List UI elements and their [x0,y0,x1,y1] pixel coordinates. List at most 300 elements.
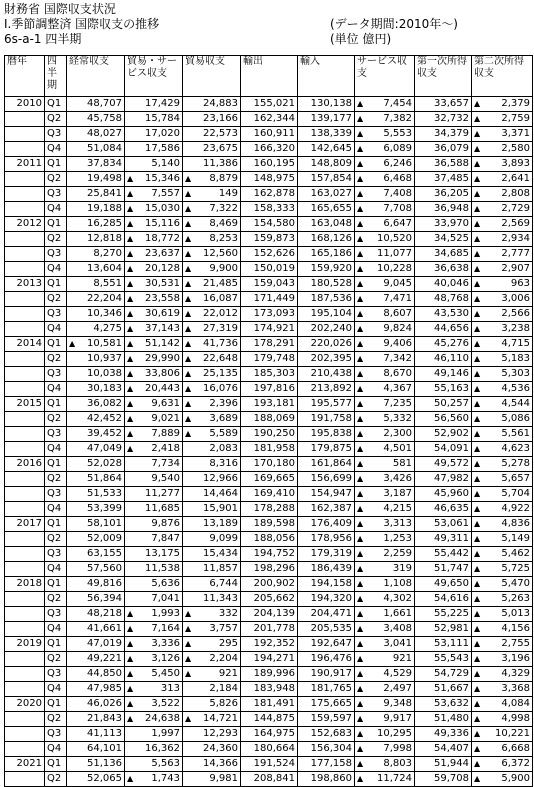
value-cell[interactable]: ▲ 3,336 [125,637,183,652]
value-cell[interactable]: 8,270 [67,247,125,262]
year-cell[interactable] [5,382,45,397]
quarter-cell[interactable]: Q4 [45,262,67,277]
quarter-cell[interactable]: Q2 [45,712,67,727]
value-cell[interactable]: ▲ 9,045 [355,277,415,292]
value-cell[interactable]: 55,442 [415,547,472,562]
value-cell[interactable]: 154,947 [298,487,355,502]
value-cell[interactable]: ▲ 3,522 [125,697,183,712]
value-cell[interactable]: 54,091 [415,442,472,457]
value-cell[interactable]: ▲ 7,322 [183,202,241,217]
value-cell[interactable]: 197,816 [241,382,298,397]
value-cell[interactable]: 2,184 [183,682,241,697]
value-cell[interactable]: 192,647 [298,637,355,652]
value-cell[interactable]: ▲ 4,715 [472,337,533,352]
value-cell[interactable]: ▲ 3,426 [355,472,415,487]
value-cell[interactable]: 138,339 [298,127,355,142]
value-cell[interactable]: ▲ 2,300 [355,427,415,442]
value-cell[interactable]: 186,439 [298,562,355,577]
value-cell[interactable]: ▲ 5,470 [472,577,533,592]
value-cell[interactable]: 44,656 [415,322,472,337]
year-cell[interactable] [5,622,45,637]
value-cell[interactable]: ▲ 3,126 [125,652,183,667]
column-header-year[interactable]: 暦年 [5,56,45,97]
value-cell[interactable]: ▲ 23,637 [125,247,183,262]
year-cell[interactable] [5,367,45,382]
year-cell[interactable] [5,502,45,517]
value-cell[interactable]: 37,485 [415,172,472,187]
value-cell[interactable]: 45,276 [415,337,472,352]
value-cell[interactable]: ▲ 9,348 [355,697,415,712]
year-cell[interactable]: 2013 [5,277,45,292]
value-cell[interactable]: ▲ 2,259 [355,547,415,562]
value-cell[interactable]: ▲ 8,469 [183,217,241,232]
value-cell[interactable]: 179,319 [298,547,355,562]
quarter-cell[interactable]: Q3 [45,487,67,502]
year-cell[interactable] [5,247,45,262]
column-header-exports[interactable]: 輸出 [241,56,298,97]
value-cell[interactable]: ▲ 7,708 [355,202,415,217]
value-cell[interactable]: 45,758 [67,112,125,127]
value-cell[interactable]: ▲ 6,246 [355,157,415,172]
value-cell[interactable]: ▲ 2,379 [472,97,533,112]
value-cell[interactable]: ▲ 16,087 [183,292,241,307]
value-cell[interactable]: ▲ 2,580 [472,142,533,157]
value-cell[interactable]: 17,429 [125,97,183,112]
value-cell[interactable]: 41,661 [67,622,125,637]
value-cell[interactable]: 5,826 [183,697,241,712]
quarter-cell[interactable]: Q3 [45,607,67,622]
value-cell[interactable]: 53,632 [415,697,472,712]
value-cell[interactable]: ▲ 4,084 [472,697,533,712]
value-cell[interactable]: 51,533 [67,487,125,502]
value-cell[interactable]: 162,344 [241,112,298,127]
year-cell[interactable] [5,742,45,757]
value-cell[interactable]: 180,664 [241,742,298,757]
value-cell[interactable]: ▲ 5,657 [472,472,533,487]
value-cell[interactable]: ▲ 23,558 [125,292,183,307]
value-cell[interactable]: 185,303 [241,367,298,382]
value-cell[interactable]: 166,320 [241,142,298,157]
value-cell[interactable]: 44,850 [67,667,125,682]
value-cell[interactable]: ▲ 15,030 [125,202,183,217]
value-cell[interactable]: 191,524 [241,757,298,772]
quarter-cell[interactable]: Q2 [45,772,67,787]
value-cell[interactable]: ▲ 25,135 [183,367,241,382]
value-cell[interactable]: 163,027 [298,187,355,202]
value-cell[interactable]: 168,126 [298,232,355,247]
value-cell[interactable]: ▲ 5,332 [355,412,415,427]
value-cell[interactable]: ▲ 5,589 [183,427,241,442]
value-cell[interactable]: 200,902 [241,577,298,592]
value-cell[interactable]: 8,316 [183,457,241,472]
year-cell[interactable] [5,262,45,277]
value-cell[interactable]: ▲ 4,367 [355,382,415,397]
value-cell[interactable]: ▲ 10,228 [355,262,415,277]
value-cell[interactable]: 178,291 [241,337,298,352]
value-cell[interactable]: 156,699 [298,472,355,487]
value-cell[interactable]: 159,043 [241,277,298,292]
value-cell[interactable]: 5,140 [125,157,183,172]
value-cell[interactable]: 174,921 [241,322,298,337]
value-cell[interactable]: 5,563 [125,757,183,772]
value-cell[interactable]: 159,920 [298,262,355,277]
value-cell[interactable]: 52,065 [67,772,125,787]
value-cell[interactable]: ▲ 2,759 [472,112,533,127]
value-cell[interactable]: ▲ 5,725 [472,562,533,577]
value-cell[interactable]: ▲ 9,406 [355,337,415,352]
value-cell[interactable]: 56,560 [415,412,472,427]
value-cell[interactable]: ▲ 3,893 [472,157,533,172]
value-cell[interactable]: 48,218 [67,607,125,622]
value-cell[interactable]: 51,864 [67,472,125,487]
value-cell[interactable]: 201,778 [241,622,298,637]
year-cell[interactable] [5,727,45,742]
value-cell[interactable]: 12,293 [183,727,241,742]
value-cell[interactable]: 173,093 [241,307,298,322]
value-cell[interactable]: ▲ 3,238 [472,322,533,337]
value-cell[interactable]: ▲ 24,638 [125,712,183,727]
value-cell[interactable]: 7,734 [125,457,183,472]
year-cell[interactable]: 2019 [5,637,45,652]
value-cell[interactable]: 37,834 [67,157,125,172]
value-cell[interactable]: 33,970 [415,217,472,232]
value-cell[interactable]: ▲ 6,089 [355,142,415,157]
value-cell[interactable]: 160,911 [241,127,298,142]
quarter-cell[interactable]: Q2 [45,112,67,127]
year-cell[interactable]: 2014 [5,337,45,352]
value-cell[interactable]: ▲ 1,108 [355,577,415,592]
value-cell[interactable]: ▲ 11,077 [355,247,415,262]
quarter-cell[interactable]: Q2 [45,532,67,547]
value-cell[interactable]: ▲ 10,295 [355,727,415,742]
value-cell[interactable]: ▲ 2,729 [472,202,533,217]
quarter-cell[interactable]: Q2 [45,652,67,667]
value-cell[interactable]: 41,113 [67,727,125,742]
value-cell[interactable]: ▲ 7,408 [355,187,415,202]
value-cell[interactable]: 64,101 [67,742,125,757]
year-cell[interactable]: 2017 [5,517,45,532]
value-cell[interactable]: ▲ 22,648 [183,352,241,367]
value-cell[interactable]: ▲ 11,724 [355,772,415,787]
value-cell[interactable]: ▲ 33,806 [125,367,183,382]
value-cell[interactable]: ▲ 581 [355,457,415,472]
quarter-cell[interactable]: Q2 [45,352,67,367]
value-cell[interactable]: 9,876 [125,517,183,532]
value-cell[interactable]: 49,650 [415,577,472,592]
value-cell[interactable]: 4,275 [67,322,125,337]
value-cell[interactable]: ▲ 3,371 [472,127,533,142]
value-cell[interactable]: ▲ 51,142 [125,337,183,352]
value-cell[interactable]: ▲ 295 [183,637,241,652]
value-cell[interactable]: 46,635 [415,502,472,517]
value-cell[interactable]: ▲ 1,253 [355,532,415,547]
value-cell[interactable]: ▲ 313 [125,682,183,697]
year-cell[interactable] [5,322,45,337]
value-cell[interactable]: 50,257 [415,397,472,412]
quarter-cell[interactable]: Q4 [45,622,67,637]
column-header-services[interactable]: サービス収支 [355,56,415,97]
column-header-secondary-income[interactable]: 第二次所得収支 [472,56,533,97]
value-cell[interactable]: 34,685 [415,247,472,262]
quarter-cell[interactable]: Q2 [45,472,67,487]
value-cell[interactable]: 52,009 [67,532,125,547]
year-cell[interactable]: 2016 [5,457,45,472]
year-cell[interactable] [5,607,45,622]
quarter-cell[interactable]: Q2 [45,592,67,607]
value-cell[interactable]: 11,685 [125,502,183,517]
value-cell[interactable]: ▲ 4,501 [355,442,415,457]
value-cell[interactable]: 49,816 [67,577,125,592]
value-cell[interactable]: ▲ 8,670 [355,367,415,382]
value-cell[interactable]: 36,588 [415,157,472,172]
value-cell[interactable]: 23,675 [183,142,241,157]
value-cell[interactable]: ▲ 149 [183,187,241,202]
value-cell[interactable]: 171,449 [241,292,298,307]
value-cell[interactable]: ▲ 21,485 [183,277,241,292]
year-cell[interactable] [5,232,45,247]
value-cell[interactable]: 5,636 [125,577,183,592]
year-cell[interactable] [5,172,45,187]
quarter-cell[interactable]: Q4 [45,322,67,337]
value-cell[interactable]: 17,020 [125,127,183,142]
value-cell[interactable]: ▲ 5,561 [472,427,533,442]
value-cell[interactable]: ▲ 9,631 [125,397,183,412]
value-cell[interactable]: 39,452 [67,427,125,442]
value-cell[interactable]: 11,386 [183,157,241,172]
value-cell[interactable]: 130,138 [298,97,355,112]
value-cell[interactable]: 10,937 [67,352,125,367]
value-cell[interactable]: 58,101 [67,517,125,532]
quarter-cell[interactable]: Q3 [45,547,67,562]
value-cell[interactable]: 17,586 [125,142,183,157]
value-cell[interactable]: ▲ 7,235 [355,397,415,412]
value-cell[interactable]: ▲ 2,569 [472,217,533,232]
value-cell[interactable]: 54,407 [415,742,472,757]
value-cell[interactable]: 194,752 [241,547,298,562]
column-header-primary-income[interactable]: 第一次所得収支 [415,56,472,97]
value-cell[interactable]: 195,577 [298,397,355,412]
column-header-imports[interactable]: 輸入 [298,56,355,97]
value-cell[interactable]: 205,662 [241,592,298,607]
value-cell[interactable]: ▲ 2,755 [472,637,533,652]
year-cell[interactable] [5,532,45,547]
value-cell[interactable]: 188,056 [241,532,298,547]
value-cell[interactable]: ▲ 5,704 [472,487,533,502]
column-header-goods-services[interactable]: 貿易・サービス収支 [125,56,183,97]
value-cell[interactable]: 57,560 [67,562,125,577]
value-cell[interactable]: 45,960 [415,487,472,502]
value-cell[interactable]: ▲ 4,998 [472,712,533,727]
value-cell[interactable]: 16,362 [125,742,183,757]
quarter-cell[interactable]: Q4 [45,682,67,697]
value-cell[interactable]: 179,748 [241,352,298,367]
quarter-cell[interactable]: Q1 [45,397,67,412]
quarter-cell[interactable]: Q4 [45,562,67,577]
value-cell[interactable]: 198,296 [241,562,298,577]
year-cell[interactable]: 2018 [5,577,45,592]
value-cell[interactable]: 144,875 [241,712,298,727]
value-cell[interactable]: ▲ 7,557 [125,187,183,202]
value-cell[interactable]: ▲ 5,149 [472,532,533,547]
quarter-cell[interactable]: Q3 [45,187,67,202]
year-cell[interactable] [5,112,45,127]
value-cell[interactable]: 158,333 [241,202,298,217]
value-cell[interactable]: 2,083 [183,442,241,457]
value-cell[interactable]: 152,626 [241,247,298,262]
quarter-cell[interactable]: Q2 [45,292,67,307]
value-cell[interactable]: 47,985 [67,682,125,697]
value-cell[interactable]: ▲ 3,006 [472,292,533,307]
value-cell[interactable]: 19,498 [67,172,125,187]
year-cell[interactable] [5,652,45,667]
value-cell[interactable]: 11,343 [183,592,241,607]
value-cell[interactable]: ▲ 5,086 [472,412,533,427]
value-cell[interactable]: 204,139 [241,607,298,622]
value-cell[interactable]: 179,875 [298,442,355,457]
value-cell[interactable]: 180,528 [298,277,355,292]
value-cell[interactable]: 194,320 [298,592,355,607]
value-cell[interactable]: 191,758 [298,412,355,427]
value-cell[interactable]: 23,166 [183,112,241,127]
value-cell[interactable]: ▲ 2,566 [472,307,533,322]
value-cell[interactable]: 30,183 [67,382,125,397]
value-cell[interactable]: 63,155 [67,547,125,562]
value-cell[interactable]: 33,657 [415,97,472,112]
value-cell[interactable]: 22,204 [67,292,125,307]
value-cell[interactable]: 165,186 [298,247,355,262]
value-cell[interactable]: ▲ 4,302 [355,592,415,607]
value-cell[interactable]: 10,038 [67,367,125,382]
quarter-cell[interactable]: Q3 [45,667,67,682]
value-cell[interactable]: 51,136 [67,757,125,772]
value-cell[interactable]: 47,049 [67,442,125,457]
value-cell[interactable]: 160,195 [241,157,298,172]
value-cell[interactable]: 161,864 [298,457,355,472]
year-cell[interactable]: 2015 [5,397,45,412]
value-cell[interactable]: ▲ 22,012 [183,307,241,322]
value-cell[interactable]: ▲ 18,772 [125,232,183,247]
year-cell[interactable]: 2020 [5,697,45,712]
value-cell[interactable]: 150,019 [241,262,298,277]
year-cell[interactable]: 2010 [5,97,45,112]
value-cell[interactable]: 156,304 [298,742,355,757]
value-cell[interactable]: 49,311 [415,532,472,547]
quarter-cell[interactable]: Q1 [45,277,67,292]
quarter-cell[interactable]: Q2 [45,172,67,187]
value-cell[interactable]: 15,901 [183,502,241,517]
value-cell[interactable]: ▲ 4,329 [472,667,533,682]
value-cell[interactable]: ▲ 8,879 [183,172,241,187]
value-cell[interactable]: ▲ 4,623 [472,442,533,457]
value-cell[interactable]: ▲ 7,342 [355,352,415,367]
value-cell[interactable]: 170,180 [241,457,298,472]
value-cell[interactable]: 49,336 [415,727,472,742]
year-cell[interactable] [5,142,45,157]
value-cell[interactable]: ▲ 30,619 [125,307,183,322]
value-cell[interactable]: 142,645 [298,142,355,157]
value-cell[interactable]: ▲ 3,196 [472,652,533,667]
value-cell[interactable]: 48,768 [415,292,472,307]
value-cell[interactable]: ▲ 5,263 [472,592,533,607]
value-cell[interactable]: 53,399 [67,502,125,517]
value-cell[interactable]: 34,525 [415,232,472,247]
value-cell[interactable]: 164,975 [241,727,298,742]
quarter-cell[interactable]: Q3 [45,367,67,382]
value-cell[interactable]: 32,732 [415,112,472,127]
value-cell[interactable]: ▲ 1,743 [125,772,183,787]
value-cell[interactable]: 24,883 [183,97,241,112]
quarter-cell[interactable]: Q3 [45,127,67,142]
value-cell[interactable]: 198,860 [298,772,355,787]
value-cell[interactable]: 9,981 [183,772,241,787]
value-cell[interactable]: 48,707 [67,97,125,112]
quarter-cell[interactable]: Q3 [45,427,67,442]
value-cell[interactable]: ▲ 5,900 [472,772,533,787]
value-cell[interactable]: 52,902 [415,427,472,442]
quarter-cell[interactable]: Q4 [45,502,67,517]
value-cell[interactable]: ▲ 10,520 [355,232,415,247]
value-cell[interactable]: 159,873 [241,232,298,247]
year-cell[interactable] [5,772,45,787]
value-cell[interactable]: 43,530 [415,307,472,322]
value-cell[interactable]: 7,041 [125,592,183,607]
value-cell[interactable]: 13,189 [183,517,241,532]
value-cell[interactable]: ▲ 921 [355,652,415,667]
year-cell[interactable] [5,682,45,697]
value-cell[interactable]: ▲ 5,013 [472,607,533,622]
value-cell[interactable]: 51,747 [415,562,472,577]
value-cell[interactable]: 42,452 [67,412,125,427]
value-cell[interactable]: 181,491 [241,697,298,712]
year-cell[interactable] [5,667,45,682]
value-cell[interactable]: 53,111 [415,637,472,652]
value-cell[interactable]: 52,981 [415,622,472,637]
value-cell[interactable]: ▲ 30,531 [125,277,183,292]
value-cell[interactable]: ▲ 2,934 [472,232,533,247]
value-cell[interactable]: 194,158 [298,577,355,592]
value-cell[interactable]: 22,573 [183,127,241,142]
value-cell[interactable]: ▲ 3,689 [183,412,241,427]
value-cell[interactable]: ▲ 7,164 [125,622,183,637]
value-cell[interactable]: ▲ 9,824 [355,322,415,337]
value-cell[interactable]: 36,079 [415,142,472,157]
value-cell[interactable]: 205,535 [298,622,355,637]
value-cell[interactable]: ▲ 9,021 [125,412,183,427]
value-cell[interactable]: ▲ 27,319 [183,322,241,337]
value-cell[interactable]: ▲ 37,143 [125,322,183,337]
value-cell[interactable]: ▲ 6,668 [472,742,533,757]
year-cell[interactable]: 2012 [5,217,45,232]
value-cell[interactable]: 52,028 [67,457,125,472]
quarter-cell[interactable]: Q1 [45,157,67,172]
value-cell[interactable]: ▲ 8,607 [355,307,415,322]
value-cell[interactable]: 178,288 [241,502,298,517]
value-cell[interactable]: ▲ 20,128 [125,262,183,277]
value-cell[interactable]: 1,997 [125,727,183,742]
value-cell[interactable]: ▲ 15,346 [125,172,183,187]
value-cell[interactable]: 6,744 [183,577,241,592]
value-cell[interactable]: ▲ 20,443 [125,382,183,397]
value-cell[interactable]: ▲ 7,998 [355,742,415,757]
value-cell[interactable]: 195,838 [298,427,355,442]
value-cell[interactable]: 14,366 [183,757,241,772]
value-cell[interactable]: ▲ 8,803 [355,757,415,772]
value-cell[interactable]: ▲ 3,757 [183,622,241,637]
quarter-cell[interactable]: Q3 [45,727,67,742]
value-cell[interactable]: ▲ 3,368 [472,682,533,697]
value-cell[interactable]: 16,285 [67,217,125,232]
value-cell[interactable]: ▲ 5,450 [125,667,183,682]
